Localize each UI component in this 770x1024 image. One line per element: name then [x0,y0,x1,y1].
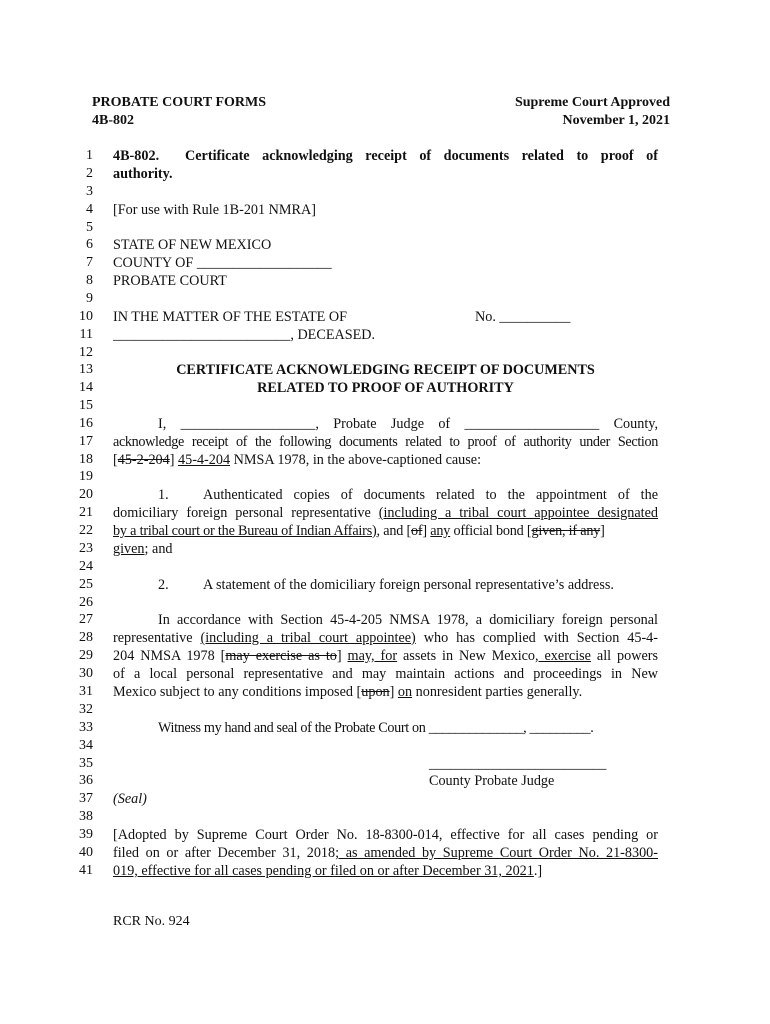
item1-line3-mid2: official bond [ [450,523,532,539]
para2-line2-plain: representative [113,630,201,646]
para2-line5-a: Mexico subject to any conditions imposed [ [113,684,362,700]
adopted-line3-end: .] [533,863,543,879]
form-series-header [92,94,266,130]
para1-line1: I, ___________________, Probate Judge of ___________________ County, [158,416,658,432]
para1-line2: acknowledge receipt of the following documents related to proof of authority under Section [113,434,658,450]
para1-line3 [113,452,658,469]
bracket: ] [600,523,605,539]
line-number: 23 [79,541,93,556]
line-number: 37 [79,791,93,806]
certificate-heading-line1: CERTIFICATE ACKNOWLEDGING RECEIPT OF DOCUMENTS [176,362,595,378]
adopted-line1: [Adopted by Supreme Court Order No. 18-8300-014, effective for all cases pending or [113,827,658,843]
bracket: ] [336,648,348,664]
line-number: 26 [79,595,93,610]
line-number: 32 [79,702,93,717]
line-number: 4 [86,202,93,217]
line-number: 12 [79,345,93,360]
line-number: 17 [79,434,93,449]
inserted-text: 45-4-204 [178,452,231,468]
seal-label: (Seal) [113,791,147,807]
para2-line3 [113,648,658,665]
para2-line3-c: assets in New Mexico [397,648,536,664]
line-number: 36 [79,773,93,788]
line-number: 15 [79,398,93,413]
line-number: 18 [79,452,93,467]
deleted-text: 45-2-204 [117,452,170,468]
inserted-text: ; as amended by Supreme Court Order No. 21-8300- [335,845,658,861]
line-number: 38 [79,809,93,824]
para2-line4: of a local personal representative and may maintain actions and proceedings in New [113,666,658,682]
certificate-heading-line2: RELATED TO PROOF OF AUTHORITY [257,380,514,396]
title-text: Certificate acknowledging receipt of documents related to proof of [185,148,658,164]
title-number: 4B-802. [113,148,160,164]
line-number: 30 [79,666,93,681]
caption-matter [113,309,658,326]
line-number: 2 [86,166,93,181]
rule-note: [For use with Rule 1B-201 NMRA] [113,202,316,218]
line-number: 19 [79,469,93,484]
line-number: 31 [79,684,93,699]
form-series-title: PROBATE COURT FORMS [92,95,267,110]
line-number: 29 [79,648,93,663]
approval-date: November 1, 2021 [562,113,670,128]
bracket: ] [422,523,431,539]
line-number: 13 [79,362,93,377]
item2-text: A statement of the domiciliary foreign personal representative’s address. [203,577,614,593]
line-number: 16 [79,416,93,431]
line-number: 39 [79,827,93,842]
adopted-line2-plain: filed on or after December 31, 2018 [113,845,336,861]
item1-line2-plain: domiciliary foreign personal representative [113,505,379,521]
witness-line: Witness my hand and seal of the Probate Court on ______________, _________. [158,720,594,736]
item1-line3-mid: , and [ [376,523,411,539]
inserted-text: by a tribal court or the Bureau of Indian Affairs) [113,523,377,539]
line-number: 10 [79,309,93,324]
bracket: ] [389,684,398,700]
case-number: No. __________ [475,309,571,325]
line-number: 25 [79,577,93,592]
signature-line: _________________________ [429,756,607,772]
inserted-text: (including a tribal court appointee designated [378,505,658,521]
item1-number: 1. [158,487,169,503]
form-number: 4B-802 [92,113,134,128]
item1-text: Authenticated copies of documents related to the appointment of the [203,487,658,503]
line-number: 41 [79,863,93,878]
line-number: 11 [79,327,93,342]
para2-line1: In accordance with Section 45-4-205 NMSA 1978, a domiciliary foreign personal [158,612,658,628]
signature-label: County Probate Judge [429,773,555,789]
line-number: 21 [79,505,93,520]
para2-line3-a: 204 NMSA 1978 [ [113,648,226,664]
caption-deceased: _________________________, DECEASED. [113,327,376,343]
line-number: 6 [86,237,93,252]
item1-line3 [113,523,658,540]
line-number: 1 [86,148,93,163]
inserted-text: (including a tribal court appointee) [200,630,416,646]
approval-header [515,94,670,130]
line-number: 27 [79,612,93,627]
bracket: ] [169,452,179,468]
form-title-line1 [113,148,658,165]
item1-line4 [113,541,658,558]
caption-court: PROBATE COURT [113,273,227,289]
rcr-number: RCR No. 924 [113,914,190,929]
item2-number: 2. [158,577,169,593]
form-title-line2: authority. [113,166,173,182]
bracket: [ [113,452,118,468]
para2-line3-d: all powers [590,648,658,664]
para2-line5-c: nonresident parties generally. [412,684,583,700]
para2-line2-rest: who has complied with Section 45-4- [415,630,659,646]
para2-line2 [113,630,658,647]
line-number: 14 [79,380,93,395]
deleted-text: given, if any [531,523,601,539]
line-number: 20 [79,487,93,502]
inserted-text: on [397,684,413,700]
inserted-text: 019, effective for all cases pending or filed on or after December 31, 2021 [113,863,534,879]
line-number: 33 [79,720,93,735]
adopted-line2 [113,845,658,862]
caption-county: COUNTY OF ___________________ [113,255,332,271]
line-number: 5 [86,220,93,235]
deleted-text: of [411,523,423,539]
line-number: 7 [86,255,93,270]
line-number: 24 [79,559,93,574]
deleted-text: may exercise as to [225,648,337,664]
item1-line2 [113,505,658,522]
inserted-text: any [430,523,451,539]
caption-state: STATE OF NEW MEXICO [113,237,272,253]
line-number: 28 [79,630,93,645]
line-number: 8 [86,273,93,288]
inserted-text: , exercise [535,648,591,664]
deleted-text: upon [361,684,390,700]
item1-line4-rest: ; and [144,541,173,557]
line-number: 34 [79,738,93,753]
para1-line3-rest: NMSA 1978, in the above-captioned cause: [230,452,482,468]
para2-line5 [113,684,658,701]
line-number: 35 [79,756,93,771]
estate-of-label: IN THE MATTER OF THE ESTATE OF [113,309,348,325]
approval-label: Supreme Court Approved [514,95,670,110]
line-number: 3 [86,184,93,199]
adopted-line3 [113,863,658,880]
inserted-text: may, for [347,648,398,664]
line-number: 40 [79,845,93,860]
line-number: 22 [79,523,93,538]
line-number: 9 [86,291,93,306]
inserted-text: given [113,541,145,557]
